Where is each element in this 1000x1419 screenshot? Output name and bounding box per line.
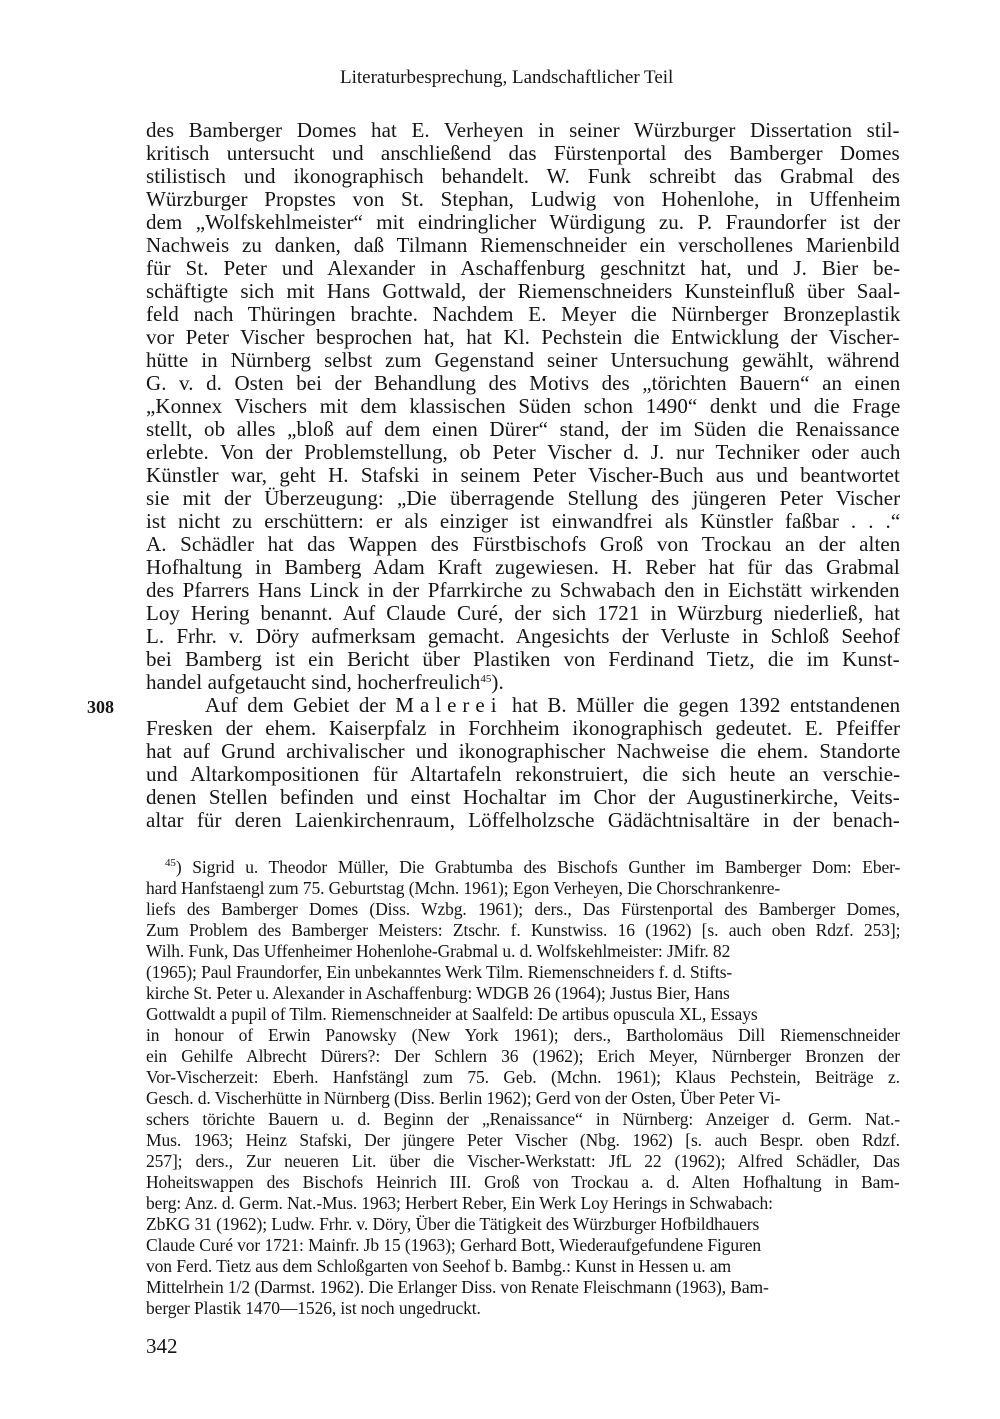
- footnote-line: von Ferd. Tietz aus dem Schloßgarten von Seehof b. Bambg.: Kunst in Hessen u. am: [146, 1256, 731, 1276]
- footnote-line: kirche St. Peter u. Alexander in Aschaffenburg: WDGB 26 (1964); Justus Bier, Hans: [146, 983, 730, 1003]
- text-line: kritisch untersucht und anschließend das Fürstenportal des Bamberger Domes: [146, 141, 900, 165]
- text-line: ist nicht zu erschüttern: er als einziger ist einwandfrei als Künstler faßbar . . .“: [146, 509, 901, 533]
- footnote-line: 257]; ders., Zur neueren Lit. über die Vischer-Werkstatt: JfL 22 (1962); Alfred Schädler, Das: [146, 1151, 900, 1171]
- footnote-line: hard Hanfstaengl zum 75. Geburtstag (Mchn. 1961); Egon Verheyen, Die Chorschrankenre-: [146, 878, 781, 898]
- footnote-line: Gottwaldt a pupil of Tilm. Riemenschneider at Saalfeld: De artibus opuscula XL, Essays: [146, 1004, 758, 1024]
- text-fragment: hat B. Müller die gegen 1392 entstandenen: [502, 693, 901, 717]
- text-fragment: ) Sigrid u. Theodor Müller, Die Grabtumba des Bischofs Gunther im Bamberger Dom: Eber-: [175, 857, 901, 877]
- text-line: schäftigte sich mit Hans Gottwald, der Riemenschneiders Kunsteinfluß über Saal-: [146, 279, 901, 303]
- footnote-line: Zum Problem des Bamberger Meisters: Ztschr. f. Kunstwiss. 16 (1962) [s. auch oben Rdzf. 253];: [146, 920, 901, 940]
- footnote-reference: 45: [480, 673, 492, 685]
- footnote-line: Claude Curé vor 1721: Mainfr. Jb 15 (1963); Gerhard Bott, Wiederaufgefundene Figuren: [146, 1235, 762, 1255]
- footnote-line: Mittelrhein 1/2 (Darmst. 1962). Die Erlanger Diss. von Renate Fleischmann (1963), Bam-: [146, 1277, 769, 1297]
- text-line: feld nach Thüringen brachte. Nachdem E. Meyer die Nürnberger Bronzeplastik: [146, 302, 901, 326]
- footnote-line: Wilh. Funk, Das Uffenheimer Hohenlohe-Grabmal u. d. Wolfskehlmeister: JMifr. 82: [146, 941, 731, 961]
- footnote-line: Mus. 1963; Heinz Stafski, Der jüngere Peter Vischer (Nbg. 1962) [s. auch Bespr. oben Rdzf.: [146, 1130, 900, 1150]
- text-fragment: handel aufgetaucht sind, hocherfreulich: [146, 670, 481, 694]
- footnote-line: ZbKG 31 (1962); Ludw. Frhr. v. Döry, Über die Tätigkeit des Würzburger Hofbildhauers: [146, 1214, 760, 1234]
- text-line: stilistisch und ikonographisch behandelt. W. Funk schreibt das Grabmal des: [146, 164, 901, 188]
- text-line: sie mit der Überzeugung: „Die überragende Stellung des jüngeren Peter Vischer: [146, 486, 901, 510]
- footnote-line: liefs des Bamberger Domes (Diss. Wzbg. 1961); ders., Das Fürstenportal des Bamberger Domes,: [146, 899, 900, 919]
- text-line: G. v. d. Osten bei der Behandlung des Motivs des „törichten Bauern“ an einen: [146, 371, 901, 395]
- margin-number: 308: [87, 697, 114, 717]
- footnote-line: (1965); Paul Fraundorfer, Ein unbekanntes Werk Tilm. Riemenschneiders f. d. Stifts-: [146, 962, 733, 982]
- footnote-line: Hoheitswappen des Bischofs Heinrich III. Groß von Trockau a. d. Alten Hofhaltung in Bam-: [146, 1172, 900, 1192]
- text-line: stellt, ob alles „bloß auf dem einen Dürer“ stand, der im Süden die Renaissance: [146, 417, 900, 441]
- running-header: Literaturbesprechung, Landschaftlicher Teil: [340, 67, 674, 88]
- text-line: des Bamberger Domes hat E. Verheyen in seiner Würzburger Dissertation stil-: [146, 118, 900, 142]
- text-fragment: ).: [491, 670, 504, 694]
- spaced-keyword: Malerei: [395, 693, 503, 717]
- text-line: erlebte. Von der Problemstellung, ob Peter Vischer d. J. nur Techniker oder auch: [146, 440, 901, 464]
- text-line: vor Peter Vischer besprochen hat, hat Kl. Pechstein die Entwicklung der Vischer-: [146, 325, 900, 349]
- footnote-line: berger Plastik 1470—1526, ist noch ungedruckt.: [146, 1298, 481, 1318]
- text-line: L. Frhr. v. Döry aufmerksam gemacht. Angesichts der Verluste in Schloß Seehof: [146, 624, 901, 648]
- text-line: bei Bamberg ist ein Bericht über Plastiken von Ferdinand Tietz, die im Kunst-: [146, 647, 900, 671]
- footnote-line: schers törichte Bauern u. d. Beginn der „Renaissance“ in Nürnberg: Anzeiger d. Germ. Nat.-: [146, 1109, 900, 1129]
- text-line: Künstler war, geht H. Stafski in seinem Peter Vischer-Buch aus und beantwortet: [146, 463, 900, 487]
- text-line: „Konnex Vischers mit dem klassischen Süden schon 1490“ denkt und die Frage: [146, 394, 901, 418]
- text-line: Fresken der ehem. Kaiserpfalz in Forchheim ikonographisch gedeutet. E. Pfeiffer: [146, 716, 901, 740]
- text-line: denen Stellen befinden und einst Hochaltar im Chor der Augustinerkirche, Veits-: [146, 785, 900, 809]
- text-line: dem „Wolfskehlmeister“ mit eindringlicher Würdigung zu. P. Fraundorfer ist der: [146, 210, 901, 234]
- footnote-marker: 45: [165, 857, 176, 869]
- footnote-line: Vor-Vischerzeit: Eberh. Hanfstängl zum 75. Geb. (Mchn. 1961); Klaus Pechstein, Beiträge z.: [146, 1067, 900, 1087]
- footnote-line: in honour of Erwin Panowsky (New York 1961); ders., Bartholomäus Dill Riemenschneider: [146, 1025, 901, 1045]
- text-line: Würzburger Propstes von St. Stephan, Ludwig von Hohenlohe, in Uffenheim: [146, 187, 901, 211]
- footnote-line: ein Gehilfe Albrecht Dürers?: Der Schlern 36 (1962); Erich Meyer, Nürnberger Bronzen der: [146, 1046, 900, 1066]
- text-line: für St. Peter und Alexander in Aschaffenburg geschnitzt hat, und J. Bier be-: [146, 256, 901, 280]
- text-line: Nachweis zu danken, daß Tilmann Riemenschneider ein verschollenes Marienbild: [146, 233, 900, 257]
- paragraph-start-line: [205, 693, 900, 717]
- footnote-line: berg: Anz. d. Germ. Nat.-Mus. 1963; Herbert Reber, Ein Werk Loy Herings in Schwabach:: [146, 1193, 773, 1213]
- text-line: Loy Hering benannt. Auf Claude Curé, der sich 1721 in Würzburg niederließ, hat: [146, 601, 901, 625]
- text-line: des Pfarrers Hans Linck in der Pfarrkirche zu Schwabach den in Eichstätt wirkenden: [146, 578, 900, 602]
- text-line: hütte in Nürnberg selbst zum Gegenstand seiner Untersuchung gewählt, während: [146, 348, 900, 372]
- page-number: 342: [146, 1334, 178, 1358]
- text-fragment: Auf dem Gebiet der: [205, 693, 396, 717]
- text-line: altar für deren Laienkirchenraum, Löffelholzsche Gädächtnisaltäre in der benach-: [146, 808, 900, 832]
- text-line: Hofhaltung in Bamberg Adam Kraft zugewiesen. H. Reber hat für das Grabmal: [146, 555, 900, 579]
- text-line: hat auf Grund archivalischer und ikonographischer Nachweise die ehem. Standorte: [146, 739, 901, 763]
- text-line: A. Schädler hat das Wappen des Fürstbischofs Groß von Trockau an der alten: [146, 532, 901, 556]
- text-line-last: [146, 670, 504, 694]
- footnote-line: [165, 857, 900, 878]
- text-line: und Altarkompositionen für Altartafeln rekonstruiert, die sich heute an verschie-: [146, 762, 901, 786]
- footnote-line: Gesch. d. Vischerhütte in Nürnberg (Diss. Berlin 1962); Gerd von der Osten, Über Peter Vi-: [146, 1088, 781, 1108]
